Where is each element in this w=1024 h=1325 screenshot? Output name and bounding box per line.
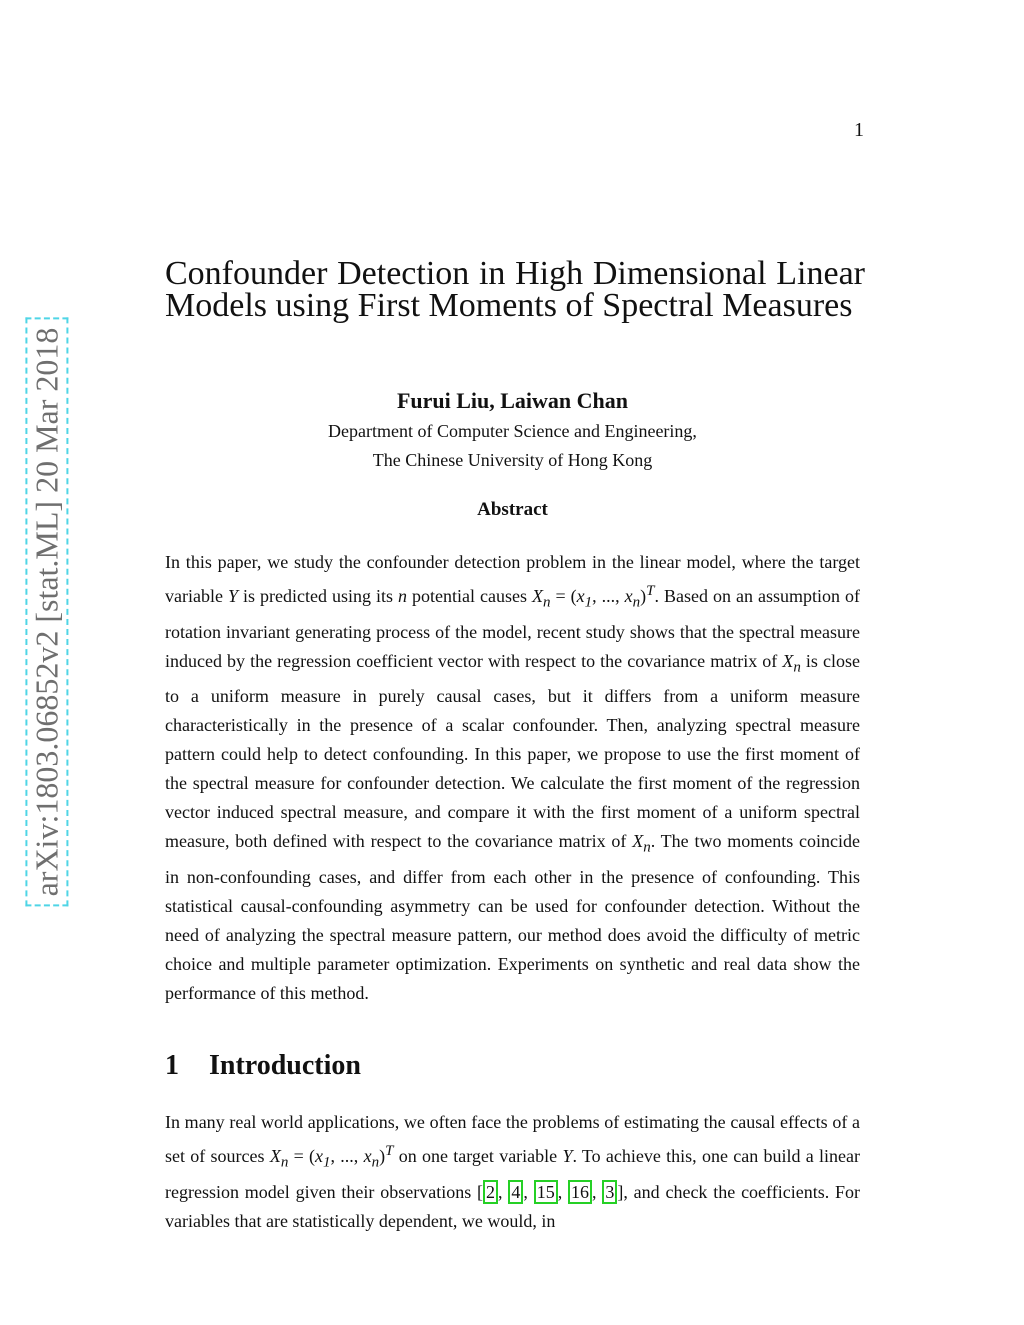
citation-link[interactable]: 2 (483, 1180, 498, 1204)
citation-link[interactable]: 4 (508, 1180, 523, 1204)
arxiv-identifier-stamp[interactable]: arXiv:1803.06852v2 [stat.ML] 20 Mar 2018 (25, 318, 68, 907)
introduction-text: In many real world applications, we often face the problems of estimating the causal effects of a set of sources $X_n = (x_1$, ..., $x_n)^T$ on one target variable Y. To achieve this, one can build a linear regression model given their observations [ 2 , 4 , 15 , 16 , 3 ], and check the coefficients. For variables that are statistically dependent, we would, in (165, 1112, 861, 1231)
section-heading-introduction (165, 1050, 361, 1082)
paper-title: Confounder Detection in High Dimensional Linear Models using First Moments of Spectral Measures (165, 255, 865, 324)
author-names: Furui Liu, Laiwan Chan (396, 388, 629, 413)
section-title: Introduction (209, 1050, 361, 1081)
citation-link[interactable]: 3 (602, 1180, 617, 1204)
page-number: 1 (854, 119, 864, 141)
citation-link[interactable]: 16 (568, 1180, 592, 1204)
section-number: 1 (165, 1050, 179, 1081)
abstract-heading: Abstract (477, 499, 548, 520)
affiliation-department: Department of Computer Science and Engineering, (328, 421, 697, 441)
abstract-text: In this paper, we study the confounder detection problem in the linear model, where the target variable Y is predicted using its n potential causes $X_n = (x_1$, ..., $x_n)^T$. Based on an assumption of rotation invariant generating process of the model, recent study shows that the spectral measure induced by the regression coefficient vector with respect to the covariance matrix of $X_n$ is close to a uniform measure in purely causal cases, but it differs from a uniform measure characteristically in the presence of a scalar confounder. Then, analyzing spectral measure pattern could help to detect confounding. In this paper, we propose to use the first moment of the spectral measure for confounder detection. We calculate the first moment of the regression vector induced spectral measure, and compare it with the first moment of a uniform spectral measure, both defined with respect to the covariance matrix of $X_n$. The two moments coincide in non-confounding cases, and differ from each other in the presence of confounding. This statistical causal-confounding asymmetry can be used for confounder detection. Without the need of analyzing the spectral measure pattern, our method does avoid the difficulty of metric choice and multiple parameter optimization. Experiments on synthetic and real data show the performance of this method. (165, 552, 860, 1003)
citation-link[interactable]: 15 (534, 1180, 558, 1204)
affiliation-university: The Chinese University of Hong Kong (372, 450, 653, 470)
